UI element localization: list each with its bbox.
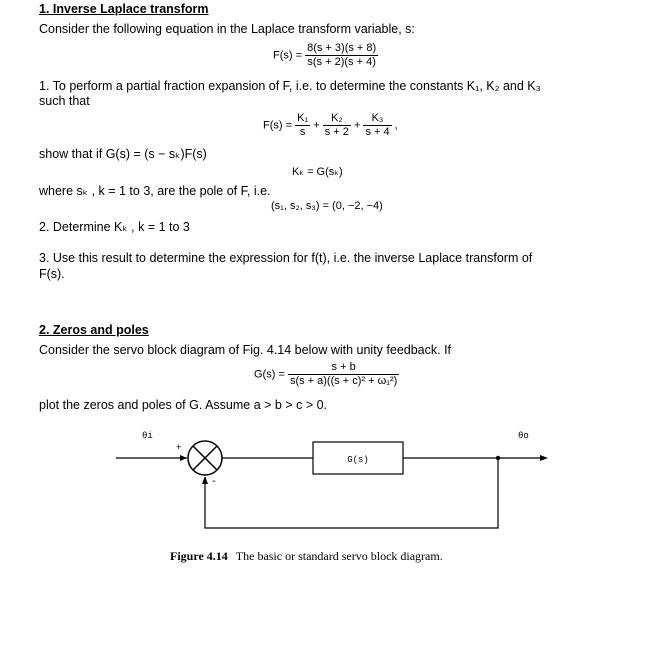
- equation-G-numerator: s + b: [288, 361, 399, 375]
- show-line: show that if G(s) = (s − sₖ)F(s): [39, 147, 207, 161]
- question3-line2: F(s).: [39, 267, 65, 281]
- section1-heading: 1. Inverse Laplace transform: [39, 2, 209, 16]
- equation-pf-k3: K₃: [363, 112, 391, 126]
- g-block-label: G(s): [347, 455, 369, 465]
- equation-F-denominator: s(s + 2)(s + 4): [307, 56, 376, 68]
- figure-caption-text: The basic or standard servo block diagram.: [235, 549, 443, 563]
- question2: 2. Determine Kₖ , k = 1 to 3: [39, 220, 190, 234]
- output-theta-label: θo: [518, 431, 529, 441]
- equation-pf-lhs: F(s) =: [263, 119, 293, 132]
- summing-junction: [188, 441, 222, 475]
- where-line: where sₖ , k = 1 to 3, are the pole of F, i.e.: [39, 184, 271, 198]
- question1-line2: such that: [39, 94, 90, 108]
- plus-sign-label: +: [176, 443, 182, 453]
- equation-G-denominator: s(s + a)((s + c)² + ω₁²): [289, 375, 398, 387]
- equation-pf-term1: [295, 112, 310, 139]
- section2-intro: Consider the servo block diagram of Fig. 4.14 below with unity feedback. If: [39, 343, 452, 357]
- equation-pf-d1: s: [299, 126, 306, 138]
- figure-number: Figure 4.14: [170, 549, 228, 563]
- equation-pf-d2: s + 2: [324, 126, 349, 138]
- equation-G: [254, 361, 399, 388]
- section2-heading: 2. Zeros and poles: [39, 323, 149, 337]
- comma: ,: [394, 119, 398, 132]
- minus-sign-label: -: [211, 477, 218, 488]
- equation-F-lhs: F(s) =: [273, 49, 303, 62]
- feedback-arrowhead: [202, 476, 208, 484]
- equation-G-fraction: [288, 361, 399, 388]
- plot-line: plot the zeros and poles of G. Assume a > b > c > 0.: [39, 398, 328, 412]
- servo-block-diagram: [0, 420, 645, 540]
- equation-pf-k1: K₁: [297, 112, 309, 124]
- question3-line1: 3. Use this result to determine the expression for f(t), i.e. the inverse Laplace transform of: [39, 251, 533, 265]
- plus-sign: +: [313, 119, 320, 132]
- question1-line1: 1. To perform a partial fraction expansion of F, i.e. to determine the constants K₁, K₂ and K₃: [39, 79, 541, 93]
- equation-partial-fractions: [263, 112, 398, 139]
- plus-sign: +: [353, 119, 361, 132]
- equation-G-lhs: G(s) =: [254, 368, 285, 381]
- equation-poles: (s₁, s₂, s₃) = (0, −2, −4): [271, 200, 383, 212]
- input-theta-label: θi: [142, 431, 153, 441]
- equation-pf-term3: [363, 112, 391, 139]
- equation-F-fraction: [305, 42, 378, 69]
- equation-pf-k2: K₂: [323, 112, 351, 126]
- equation-pf-d3: s + 4: [365, 126, 390, 138]
- figure-caption: [170, 549, 443, 564]
- output-arrowhead: [540, 455, 548, 461]
- equation-K: Kₖ = G(sₖ): [292, 166, 343, 178]
- equation-F: [273, 42, 378, 69]
- section1-intro: Consider the following equation in the Laplace transform variable, s:: [39, 22, 415, 36]
- input-arrowhead: [180, 455, 187, 461]
- equation-pf-term2: [323, 112, 351, 139]
- equation-F-numerator: 8(s + 3)(s + 8): [307, 42, 377, 54]
